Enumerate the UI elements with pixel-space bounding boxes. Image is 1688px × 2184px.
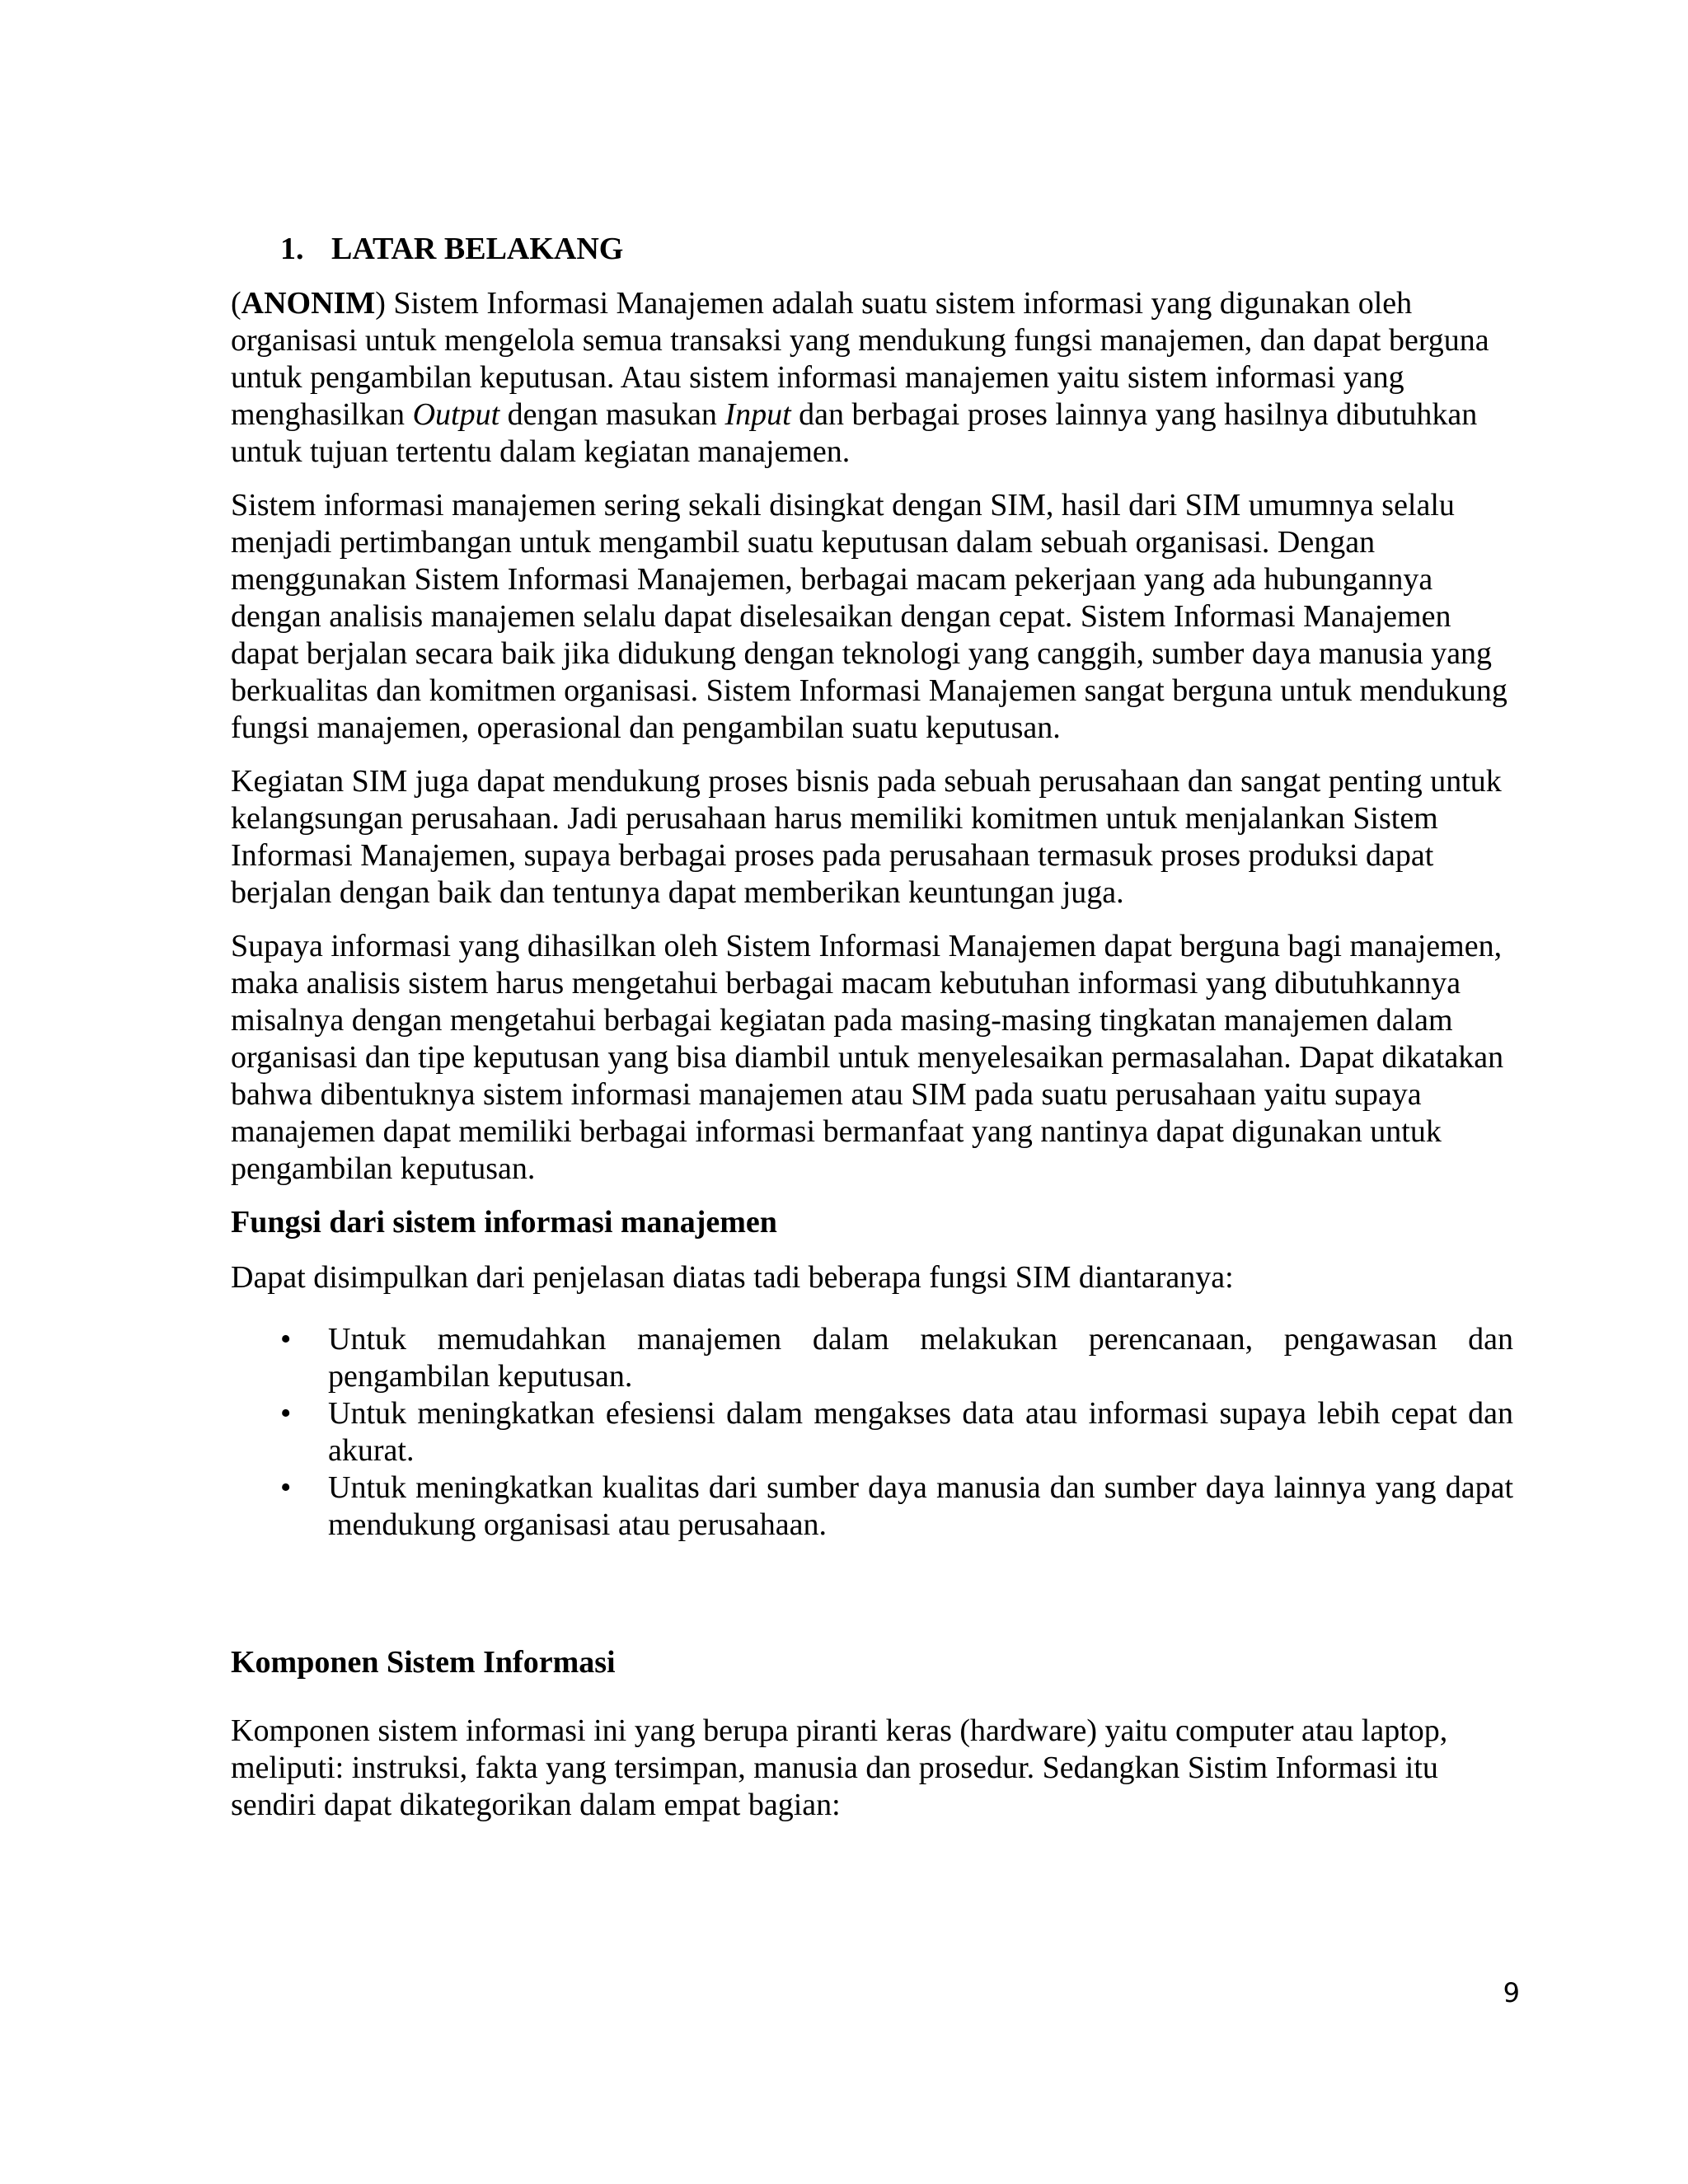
list-item bbox=[280, 1395, 1513, 1469]
paragraph-intro bbox=[231, 285, 1513, 471]
paragraph-supaya: Supaya informasi yang dihasilkan oleh Sistem Informasi Manajemen dapat berguna bagi manajemen, maka analisis sistem harus mengetahui berbagai macam kebutuhan informasi yang dibutuhkannya misalnya dengan mengetahui berbagai kegiatan pada masing-masing tingkatan manajemen dalam organisasi dan tipe keputusan yang bisa diambil untuk menyelesaikan permasalahan. Dapat dikatakan bahwa dibentuknya sistem informasi manajemen atau SIM pada suatu perusahaan yaitu supaya manajemen dapat memiliki berbagai informasi bermanfaat yang nantinya dapat digunakan untuk pengambilan keputusan. bbox=[231, 929, 1504, 1186]
input-term: Input bbox=[724, 397, 791, 432]
komponen-heading: Komponen Sistem Informasi bbox=[231, 1645, 616, 1680]
spacer bbox=[231, 1544, 1513, 1644]
page-number: 9 bbox=[1503, 1977, 1520, 2008]
paren-open: ( bbox=[231, 286, 241, 321]
fungsi-heading: Fungsi dari sistem informasi manajemen bbox=[231, 1205, 777, 1240]
anonim-label: ANONIM bbox=[241, 286, 376, 321]
bullet-icon: • bbox=[280, 1396, 292, 1431]
output-term: Output bbox=[412, 397, 500, 432]
paragraph-intro-part2: dengan masukan bbox=[499, 397, 725, 432]
paragraph-intro-part3: dan berbagai proses lainnya yang hasilnya dibutuhkan untuk tujuan tertentu dalam kegiatan manajemen. bbox=[231, 397, 1478, 469]
list-item-text: Untuk memudahkan manajemen dalam melakukan perencanaan, pengawasan dan pengambilan keputusan. bbox=[328, 1322, 1513, 1394]
fungsi-list bbox=[231, 1321, 1513, 1544]
paragraph-kegiatan: Kegiatan SIM juga dapat mendukung proses bisnis pada sebuah perusahaan dan sangat penting untuk kelangsungan perusahaan. Jadi perusahaan harus memiliki komitmen untuk menjalankan Sistem Informasi Manajemen, supaya berbagai proses pada perusahaan termasuk proses produksi dapat berjalan dengan baik dan tentunya dapat memberikan keuntungan juga. bbox=[231, 764, 1502, 910]
paragraph-komponen: Komponen sistem informasi ini yang berupa piranti keras (hardware) yaitu computer atau laptop, meliputi: instruksi, fakta yang tersimpan, manusia dan prosedur. Sedangkan Sistim Informasi itu sendiri dapat dikategorikan dalam empat bagian: bbox=[231, 1713, 1448, 1822]
section-title: LATAR BELAKANG bbox=[331, 232, 624, 266]
bullet-icon: • bbox=[280, 1322, 292, 1357]
section-heading bbox=[231, 229, 1513, 269]
section-number: 1. bbox=[280, 232, 304, 266]
bullet-icon: • bbox=[280, 1470, 292, 1505]
paragraph-sim: Sistem informasi manajemen sering sekali disingkat dengan SIM, hasil dari SIM umumnya selalu menjadi pertimbangan untuk mengambil suatu keputusan dalam sebuah organisasi. Dengan menggunakan Sistem Informasi Manajemen, berbagai macam pekerjaan yang ada hubungannya dengan analisis manajemen selalu dapat diselesaikan dengan cepat. Sistem Informasi Manajemen dapat berjalan secara baik jika didukung dengan teknologi yang canggih, sumber daya manusia yang berkualitas dan komitmen organisasi. Sistem Informasi Manajemen sangat berguna untuk mendukung fungsi manajemen, operasional dan pengambilan suatu keputusan. bbox=[231, 488, 1507, 745]
list-item-text: Untuk meningkatkan kualitas dari sumber daya manusia dan sumber daya lainnya yang dapat mendukung organisasi atau perusahaan. bbox=[328, 1470, 1513, 1542]
list-item-text: Untuk meningkatkan efesiensi dalam mengakses data atau informasi supaya lebih cepat dan akurat. bbox=[328, 1396, 1513, 1468]
paren-close: ) bbox=[375, 286, 386, 321]
fungsi-intro: Dapat disimpulkan dari penjelasan diatas tadi beberapa fungsi SIM diantaranya: bbox=[231, 1260, 1234, 1295]
list-item bbox=[280, 1469, 1513, 1544]
list-item bbox=[280, 1321, 1513, 1395]
page-content bbox=[231, 229, 1513, 1840]
paragraph-intro-part1: Sistem Informasi Manajemen adalah suatu sistem informasi yang digunakan oleh organisasi untuk mengelola semua transaksi yang mendukung fungsi manajemen, dan dapat berguna untuk pengambilan keputusan. Atau sistem informasi manajemen yaitu sistem informasi yang menghasilkan bbox=[231, 286, 1489, 432]
